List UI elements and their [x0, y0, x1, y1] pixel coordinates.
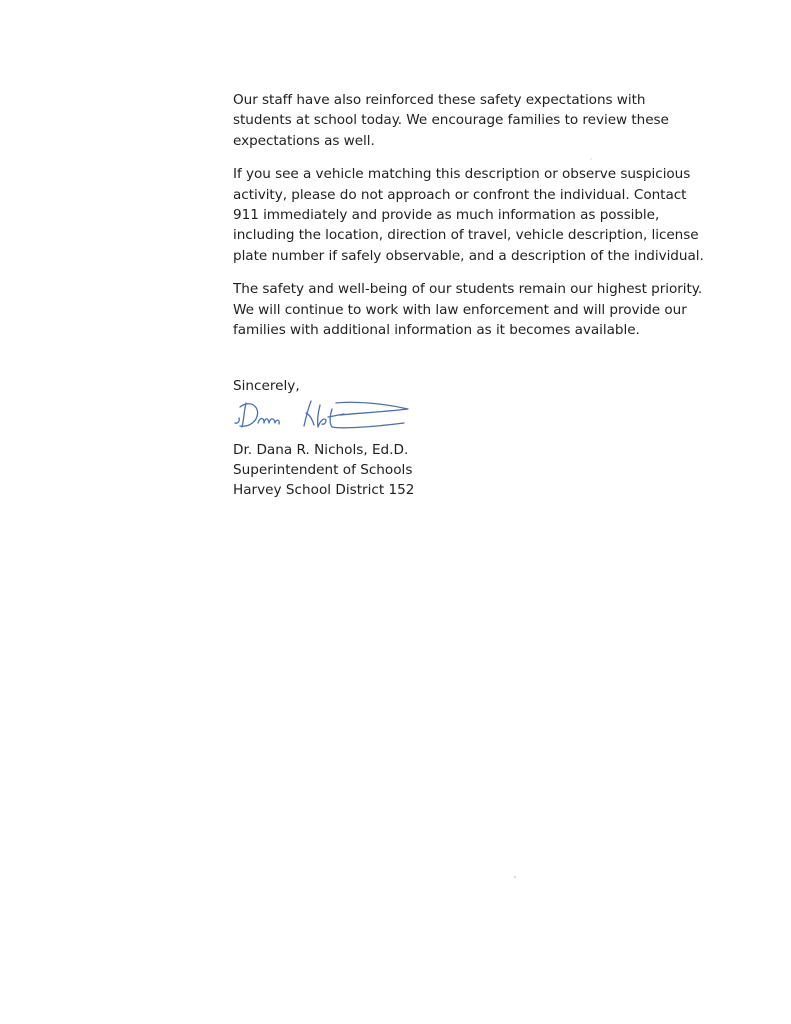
signer-title: Superintendent of Schools: [233, 462, 413, 479]
letter-body: [233, 90, 708, 353]
paragraph-safety-expectations: Our staff have also reinforced these safety expectations with students at school today. We encourage families to review these expectations as well.: [233, 92, 669, 149]
paragraph-priority-statement: The safety and well-being of our students remain our highest priority. We will continue to work with law enforcement and will provide our families with additional information as it becomes available.: [233, 281, 703, 339]
signer-block: [233, 440, 414, 501]
signer-organization: Harvey School District 152: [233, 482, 415, 499]
signer-name: Dr. Dana R. Nichols, Ed.D.: [233, 442, 409, 458]
closing-salutation: Sincerely,: [233, 378, 300, 394]
paragraph-report-instructions: If you see a vehicle matching this description or observe suspicious activity, please do not approach or confront the individual. Contact 911 immediately and provide as much information as possible, including the location, direction of travel, vehicle description, license plate number if safely observable, and a description of the individual.: [233, 166, 704, 264]
scan-speck: [514, 876, 516, 878]
handwritten-signature: [232, 393, 412, 435]
scan-speck: [590, 158, 592, 160]
